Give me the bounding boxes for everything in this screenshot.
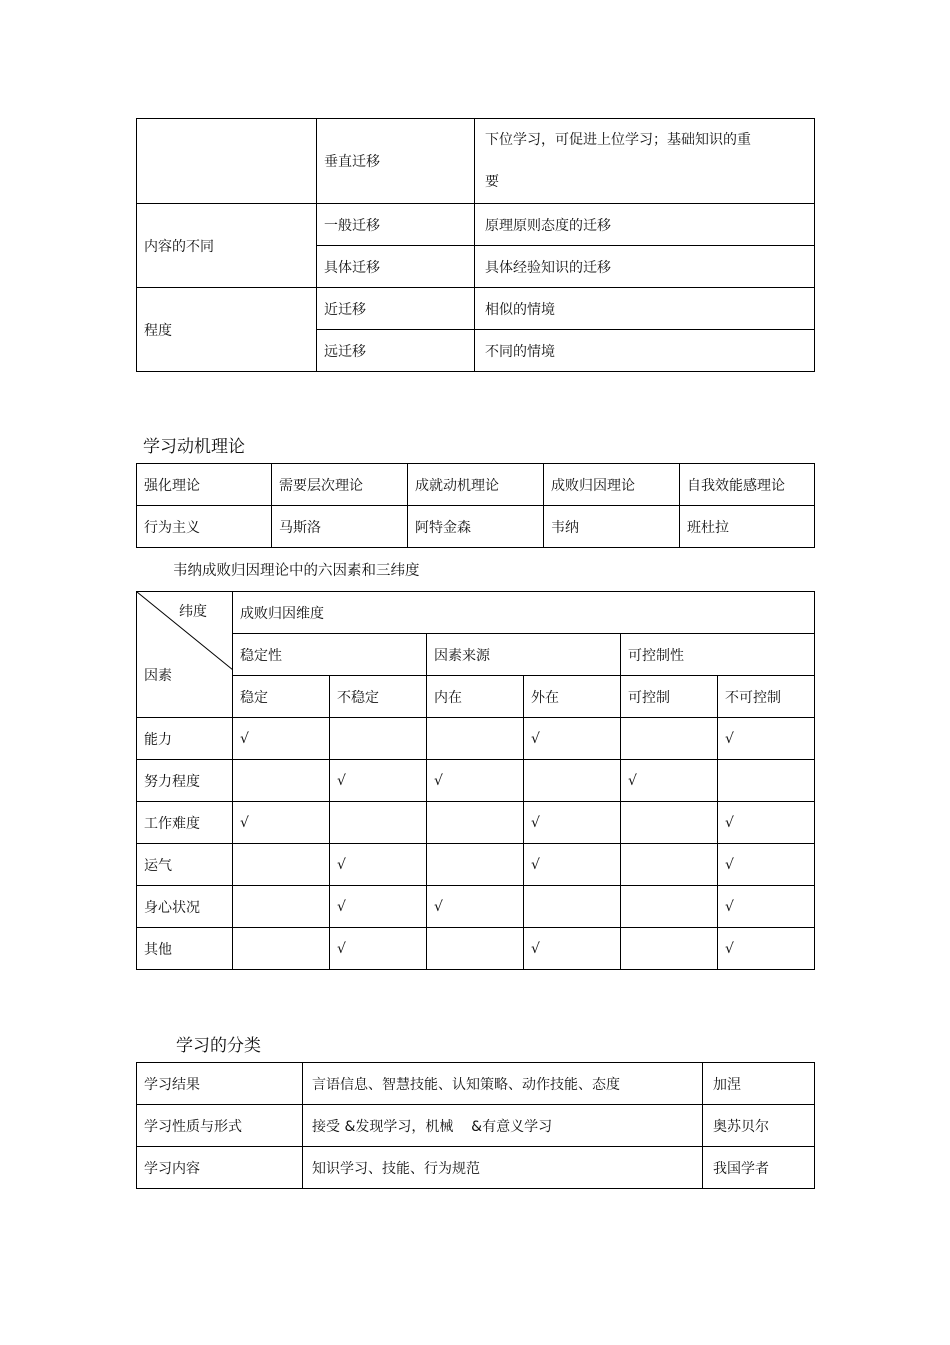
transfer-type-cell: 具体迁移 — [317, 246, 475, 288]
transfer-type-cell: 一般迁移 — [317, 204, 475, 246]
factor-cell: 工作难度 — [137, 802, 233, 844]
check-cell — [621, 928, 718, 970]
check-cell — [621, 844, 718, 886]
check-cell: √ — [427, 760, 524, 802]
attribution-table — [136, 591, 815, 970]
corner-dimension-label: 纬度 — [179, 604, 207, 620]
motivation-person-cell: 班杜拉 — [680, 506, 815, 548]
motivation-header-cell: 强化理论 — [137, 464, 272, 506]
check-cell: √ — [524, 928, 621, 970]
transfer-type-cell: 垂直迁移 — [317, 119, 475, 204]
check-cell — [233, 886, 330, 928]
dimension-sub-cell: 稳定 — [233, 676, 330, 718]
factor-cell: 身心状况 — [137, 886, 233, 928]
check-cell — [718, 760, 815, 802]
motivation-header-cell: 自我效能感理论 — [680, 464, 815, 506]
factor-cell: 其他 — [137, 928, 233, 970]
check-cell — [330, 802, 427, 844]
factor-cell: 运气 — [137, 844, 233, 886]
transfer-desc-line1: 下位学习，可促进上位学习；基础知识的重 — [485, 132, 751, 148]
check-cell — [427, 802, 524, 844]
check-cell — [524, 886, 621, 928]
check-cell: √ — [524, 844, 621, 886]
motivation-table — [136, 463, 815, 548]
check-cell: √ — [524, 718, 621, 760]
check-cell: √ — [718, 718, 815, 760]
classification-table — [136, 1062, 815, 1189]
classification-author-cell: 我国学者 — [703, 1147, 815, 1189]
check-cell: √ — [427, 886, 524, 928]
dimension-sub-cell: 可控制 — [621, 676, 718, 718]
classification-title: 学习的分类 — [176, 1036, 261, 1056]
transfer-group-cell: 内容的不同 — [137, 204, 317, 288]
check-cell: √ — [524, 802, 621, 844]
transfer-desc-cell — [475, 119, 815, 204]
check-cell — [427, 928, 524, 970]
dimension-group-cell: 可控制性 — [621, 634, 815, 676]
dimension-group-cell: 因素来源 — [427, 634, 621, 676]
check-cell: √ — [621, 760, 718, 802]
motivation-header-cell: 成败归因理论 — [544, 464, 680, 506]
motivation-person-cell: 马斯洛 — [272, 506, 408, 548]
check-cell: √ — [718, 886, 815, 928]
classification-basis-cell: 学习结果 — [137, 1063, 303, 1105]
dimension-group-cell: 稳定性 — [233, 634, 427, 676]
transfer-desc-line2: 要 — [485, 174, 499, 190]
dimension-sub-cell: 不稳定 — [330, 676, 427, 718]
check-cell — [524, 760, 621, 802]
check-cell: √ — [330, 886, 427, 928]
transfer-desc-cell: 不同的情境 — [475, 330, 815, 372]
transfer-type-cell: 近迁移 — [317, 288, 475, 330]
check-cell: √ — [233, 718, 330, 760]
transfer-table — [136, 118, 815, 372]
transfer-desc-cell: 原理原则态度的迁移 — [475, 204, 815, 246]
check-cell — [621, 802, 718, 844]
motivation-person-cell: 韦纳 — [544, 506, 680, 548]
check-cell: √ — [330, 844, 427, 886]
factor-cell: 努力程度 — [137, 760, 233, 802]
attribution-caption: 韦纳成败归因理论中的六因素和三纬度 — [173, 563, 420, 579]
classification-content-cell: 接受 &发现学习，机械 &有意义学习 — [303, 1105, 703, 1147]
classification-author-cell: 奥苏贝尔 — [703, 1105, 815, 1147]
check-cell: √ — [330, 928, 427, 970]
factor-cell: 能力 — [137, 718, 233, 760]
transfer-desc-cell: 具体经验知识的迁移 — [475, 246, 815, 288]
motivation-person-cell: 行为主义 — [137, 506, 272, 548]
classification-content-cell: 言语信息、智慧技能、认知策略、动作技能、态度 — [303, 1063, 703, 1105]
corner-factor-label: 因素 — [144, 668, 172, 684]
check-cell: √ — [330, 760, 427, 802]
dimension-sub-cell: 外在 — [524, 676, 621, 718]
check-cell — [330, 718, 427, 760]
check-cell — [427, 718, 524, 760]
motivation-header-cell: 成就动机理论 — [408, 464, 544, 506]
check-cell — [233, 760, 330, 802]
motivation-person-cell: 阿特金森 — [408, 506, 544, 548]
check-cell — [621, 886, 718, 928]
check-cell: √ — [718, 802, 815, 844]
check-cell — [233, 928, 330, 970]
check-cell: √ — [718, 928, 815, 970]
corner-diagonal-cell — [137, 592, 233, 718]
transfer-type-cell: 远迁移 — [317, 330, 475, 372]
transfer-desc-cell: 相似的情境 — [475, 288, 815, 330]
check-cell — [233, 844, 330, 886]
classification-basis-cell: 学习性质与形式 — [137, 1105, 303, 1147]
dimension-sub-cell: 内在 — [427, 676, 524, 718]
motivation-title: 学习动机理论 — [143, 437, 245, 457]
classification-basis-cell: 学习内容 — [137, 1147, 303, 1189]
check-cell: √ — [233, 802, 330, 844]
check-cell — [427, 844, 524, 886]
check-cell — [621, 718, 718, 760]
classification-content-cell: 知识学习、技能、行为规范 — [303, 1147, 703, 1189]
dimension-sub-cell: 不可控制 — [718, 676, 815, 718]
classification-author-cell: 加涅 — [703, 1063, 815, 1105]
transfer-group-cell — [137, 119, 317, 204]
check-cell: √ — [718, 844, 815, 886]
transfer-group-cell: 程度 — [137, 288, 317, 372]
dimension-title-cell: 成败归因维度 — [233, 592, 815, 634]
motivation-header-cell: 需要层次理论 — [272, 464, 408, 506]
